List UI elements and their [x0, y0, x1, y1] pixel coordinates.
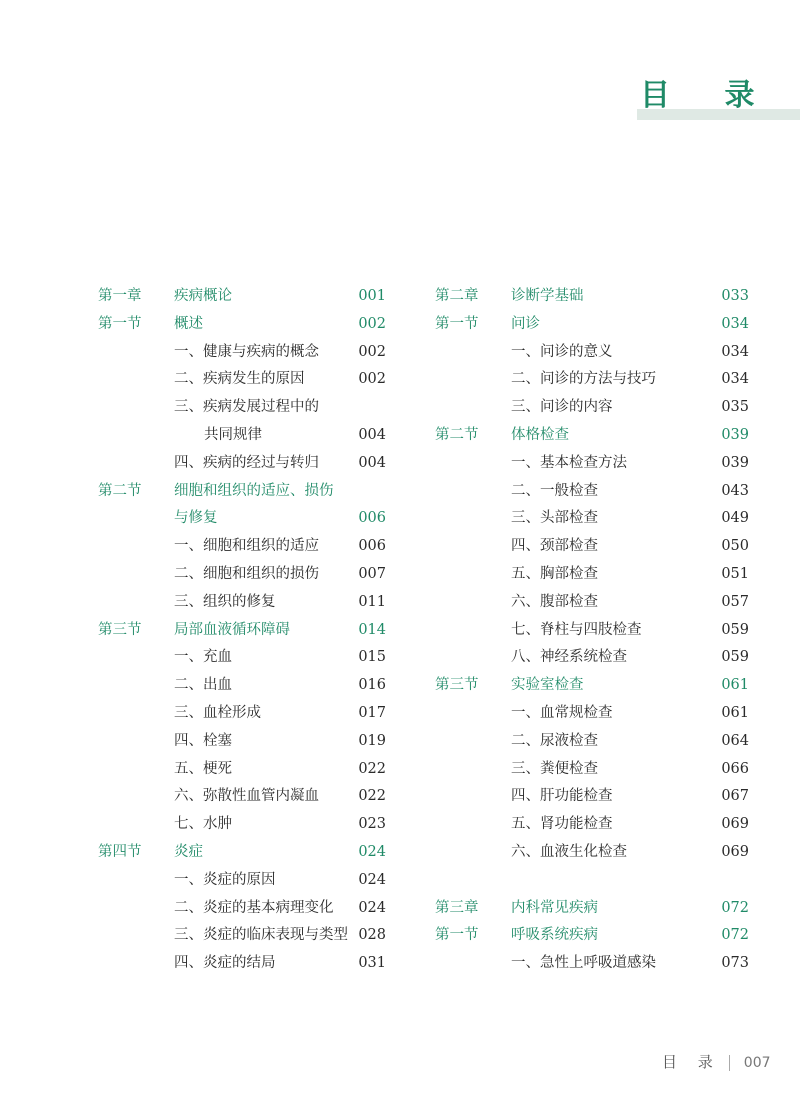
toc-entry-row[interactable]	[98, 811, 386, 839]
toc-page-number: 057	[721, 593, 749, 610]
toc-entry-title: 一、充血	[174, 649, 232, 666]
toc-entry-title: 概述	[174, 315, 203, 332]
toc-entry-title: 共同规律	[204, 426, 262, 443]
toc-entry-title: 呼吸系统疾病	[511, 927, 598, 944]
toc-entry-row[interactable]	[98, 394, 386, 422]
toc-page-number: 034	[721, 343, 749, 360]
toc-page-number: 002	[358, 343, 386, 360]
toc-entry-title: 四、栓塞	[174, 732, 232, 749]
footer-title: 目 录	[662, 1053, 721, 1071]
toc-entry-title: 一、血常规检查	[511, 704, 613, 721]
toc-section-label: 第三节	[435, 677, 479, 694]
toc-page-number: 022	[358, 760, 386, 777]
toc-heading-row[interactable]	[435, 895, 749, 923]
toc-page-number: 072	[721, 927, 749, 944]
toc-page-number: 031	[358, 955, 386, 972]
toc-page-number: 072	[721, 899, 749, 916]
footer-page-number: 007	[743, 1055, 771, 1071]
toc-entry-title: 局部血液循环障碍	[174, 621, 290, 638]
toc-entry-row[interactable]	[98, 922, 386, 950]
toc-entry-title: 一、细胞和组织的适应	[174, 538, 319, 555]
toc-entry-row[interactable]	[435, 783, 749, 811]
toc-page-number: 002	[358, 315, 386, 332]
toc-entry-row[interactable]	[435, 339, 749, 367]
toc-page-number: 067	[721, 788, 749, 805]
toc-heading-row[interactable]	[98, 505, 386, 533]
toc-page-number: 004	[358, 426, 386, 443]
toc-entry-row[interactable]	[435, 644, 749, 672]
toc-page-number: 007	[358, 565, 386, 582]
toc-entry-row[interactable]	[435, 366, 749, 394]
toc-entry-row[interactable]	[98, 700, 386, 728]
toc-entry-row[interactable]	[98, 339, 386, 367]
toc-entry-title: 二、疾病发生的原因	[174, 371, 305, 388]
toc-entry-title: 体格检查	[511, 426, 569, 443]
toc-entry-row[interactable]	[435, 950, 749, 978]
toc-entry-row[interactable]	[435, 394, 749, 422]
toc-page-number: 015	[358, 649, 386, 666]
toc-entry-row[interactable]	[98, 589, 386, 617]
toc-entry-row[interactable]	[98, 867, 386, 895]
toc-entry-title: 四、肝功能检查	[511, 788, 613, 805]
toc-page-number: 023	[358, 816, 386, 833]
toc-entry-row[interactable]	[435, 505, 749, 533]
toc-entry-row[interactable]	[435, 617, 749, 645]
toc-page-number: 059	[721, 649, 749, 666]
toc-page-number: 043	[721, 482, 749, 499]
toc-entry-row[interactable]	[435, 839, 749, 867]
toc-section-label: 第一节	[435, 927, 479, 944]
toc-entry-title: 六、弥散性血管内凝血	[174, 788, 319, 805]
toc-page-number: 006	[358, 510, 386, 527]
toc-entry-title: 五、肾功能检查	[511, 816, 613, 833]
toc-page-number: 039	[721, 426, 749, 443]
toc-section-label: 第一节	[435, 315, 479, 332]
toc-page-number: 073	[721, 955, 749, 972]
toc-entry-title: 三、炎症的临床表现与类型	[174, 927, 348, 944]
toc-entry-title: 二、问诊的方法与技巧	[511, 371, 656, 388]
toc-page-number: 064	[721, 732, 749, 749]
toc-entry-title: 六、腹部检查	[511, 593, 598, 610]
toc-entry-title: 三、血栓形成	[174, 704, 261, 721]
toc-entry-title: 内科常见疾病	[511, 899, 598, 916]
toc-page-number: 002	[358, 371, 386, 388]
toc-entry-title: 一、炎症的原因	[174, 871, 276, 888]
toc-entry-row[interactable]	[435, 700, 749, 728]
toc-entry-row[interactable]	[98, 950, 386, 978]
toc-heading-row[interactable]	[98, 839, 386, 867]
toc-heading-row[interactable]	[98, 311, 386, 339]
toc-entry-row[interactable]	[98, 533, 386, 561]
page-title: 目 录	[640, 78, 777, 113]
toc-page-number: 066	[721, 760, 749, 777]
toc-column-right	[435, 283, 749, 978]
toc-entry-title: 二、炎症的基本病理变化	[174, 899, 334, 916]
toc-page-number: 034	[721, 371, 749, 388]
page-footer	[662, 1049, 771, 1075]
toc-heading-row[interactable]	[98, 617, 386, 645]
toc-entry-title: 一、问诊的意义	[511, 343, 613, 360]
toc-entry-row[interactable]	[435, 561, 749, 589]
toc-entry-title: 一、健康与疾病的概念	[174, 343, 319, 360]
toc-entry-title: 二、出血	[174, 677, 232, 694]
toc-heading-row[interactable]	[435, 672, 749, 700]
toc-page-number: 028	[358, 927, 386, 944]
toc-page-number: 024	[358, 899, 386, 916]
toc-section-label: 第三节	[98, 621, 142, 638]
toc-heading-row[interactable]	[98, 478, 386, 506]
toc-entry-title: 三、疾病发展过程中的	[174, 399, 319, 416]
toc-heading-row[interactable]	[98, 283, 386, 311]
toc-entry-row[interactable]	[435, 533, 749, 561]
toc-entry-row[interactable]	[98, 422, 386, 450]
toc-entry-title: 诊断学基础	[511, 288, 584, 304]
toc-section-label: 第一章	[98, 288, 142, 304]
toc-section-label: 第四节	[98, 843, 142, 860]
toc-entry-title: 疾病概论	[174, 288, 232, 304]
toc-entry-title: 三、组织的修复	[174, 593, 276, 610]
toc-page-number: 022	[358, 788, 386, 805]
toc-section-label: 第二节	[98, 482, 142, 499]
toc-column-left	[98, 283, 386, 978]
toc-entry-title: 四、颈部检查	[511, 538, 598, 555]
toc-entry-title: 与修复	[174, 510, 218, 527]
toc-entry-row[interactable]	[98, 895, 386, 923]
toc-entry-row[interactable]	[98, 366, 386, 394]
toc-entry-title: 五、梗死	[174, 760, 232, 777]
toc-entry-title: 四、疾病的经过与转归	[174, 454, 319, 471]
toc-entry-row[interactable]	[98, 644, 386, 672]
toc-page-number: 035	[721, 399, 749, 416]
toc-entry-title: 七、水肿	[174, 816, 232, 833]
toc-section-label: 第三章	[435, 899, 479, 916]
toc-page-number: 011	[358, 593, 386, 610]
toc-page-number: 061	[721, 704, 749, 721]
toc-entry-title: 一、基本检查方法	[511, 454, 627, 471]
toc-page-number: 051	[721, 565, 749, 582]
toc-entry-title: 六、血液生化检查	[511, 843, 627, 860]
toc-heading-row[interactable]	[435, 922, 749, 950]
toc-entry-row[interactable]	[98, 728, 386, 756]
toc-entry-title: 三、头部检查	[511, 510, 598, 527]
toc-entry-title: 二、尿液检查	[511, 732, 598, 749]
toc-entry-title: 八、神经系统检查	[511, 649, 627, 666]
toc-page-number: 024	[358, 843, 386, 860]
toc-page-number: 061	[721, 677, 749, 694]
toc-section-label: 第一节	[98, 315, 142, 332]
toc-entry-row[interactable]	[435, 450, 749, 478]
toc-entry-row[interactable]	[435, 589, 749, 617]
toc-heading-row[interactable]	[435, 283, 749, 311]
toc-page-number: 019	[358, 732, 386, 749]
toc-heading-row[interactable]	[435, 422, 749, 450]
toc-entry-title: 二、细胞和组织的损伤	[174, 565, 319, 582]
footer-divider	[729, 1055, 730, 1071]
toc-page-number: 034	[721, 315, 749, 332]
toc-page-number: 069	[721, 816, 749, 833]
toc-page-number: 001	[358, 288, 386, 304]
toc-page-number: 004	[358, 454, 386, 471]
toc-entry-row[interactable]	[435, 756, 749, 784]
toc-entry-row[interactable]	[98, 672, 386, 700]
toc-page-number: 059	[721, 621, 749, 638]
toc-entry-title: 问诊	[511, 315, 540, 332]
toc-entry-title: 细胞和组织的适应、损伤	[174, 482, 334, 499]
toc-page-number: 016	[358, 677, 386, 694]
toc-entry-title: 炎症	[174, 843, 203, 860]
toc-entry-row[interactable]	[98, 561, 386, 589]
toc-entry-title: 二、一般检查	[511, 482, 598, 499]
toc-spacer	[435, 867, 749, 895]
toc-page-number: 050	[721, 538, 749, 555]
toc-entry-row[interactable]	[98, 783, 386, 811]
toc-entry-title: 一、急性上呼吸道感染	[511, 955, 656, 972]
toc-entry-row[interactable]	[435, 811, 749, 839]
toc-page-number: 033	[721, 288, 749, 304]
toc-page-number: 024	[358, 871, 386, 888]
toc-section-label: 第二章	[435, 288, 479, 304]
toc-entry-title: 四、炎症的结局	[174, 955, 276, 972]
toc-entry-title: 七、脊柱与四肢检查	[511, 621, 642, 638]
toc-entry-row[interactable]	[435, 728, 749, 756]
toc-page-number: 039	[721, 454, 749, 471]
toc-heading-row[interactable]	[435, 311, 749, 339]
toc-page-number: 006	[358, 538, 386, 555]
toc-page-number: 014	[358, 621, 386, 638]
toc-page-number: 069	[721, 843, 749, 860]
toc-entry-title: 三、粪便检查	[511, 760, 598, 777]
toc-page-number: 049	[721, 510, 749, 527]
toc-entry-row[interactable]	[98, 756, 386, 784]
toc-entry-title: 五、胸部检查	[511, 565, 598, 582]
toc-section-label: 第二节	[435, 426, 479, 443]
toc-entry-row[interactable]	[435, 478, 749, 506]
toc-page-number: 017	[358, 704, 386, 721]
toc-entry-title: 实验室检查	[511, 677, 584, 694]
toc-entry-title: 三、问诊的内容	[511, 399, 613, 416]
toc-entry-row[interactable]	[98, 450, 386, 478]
